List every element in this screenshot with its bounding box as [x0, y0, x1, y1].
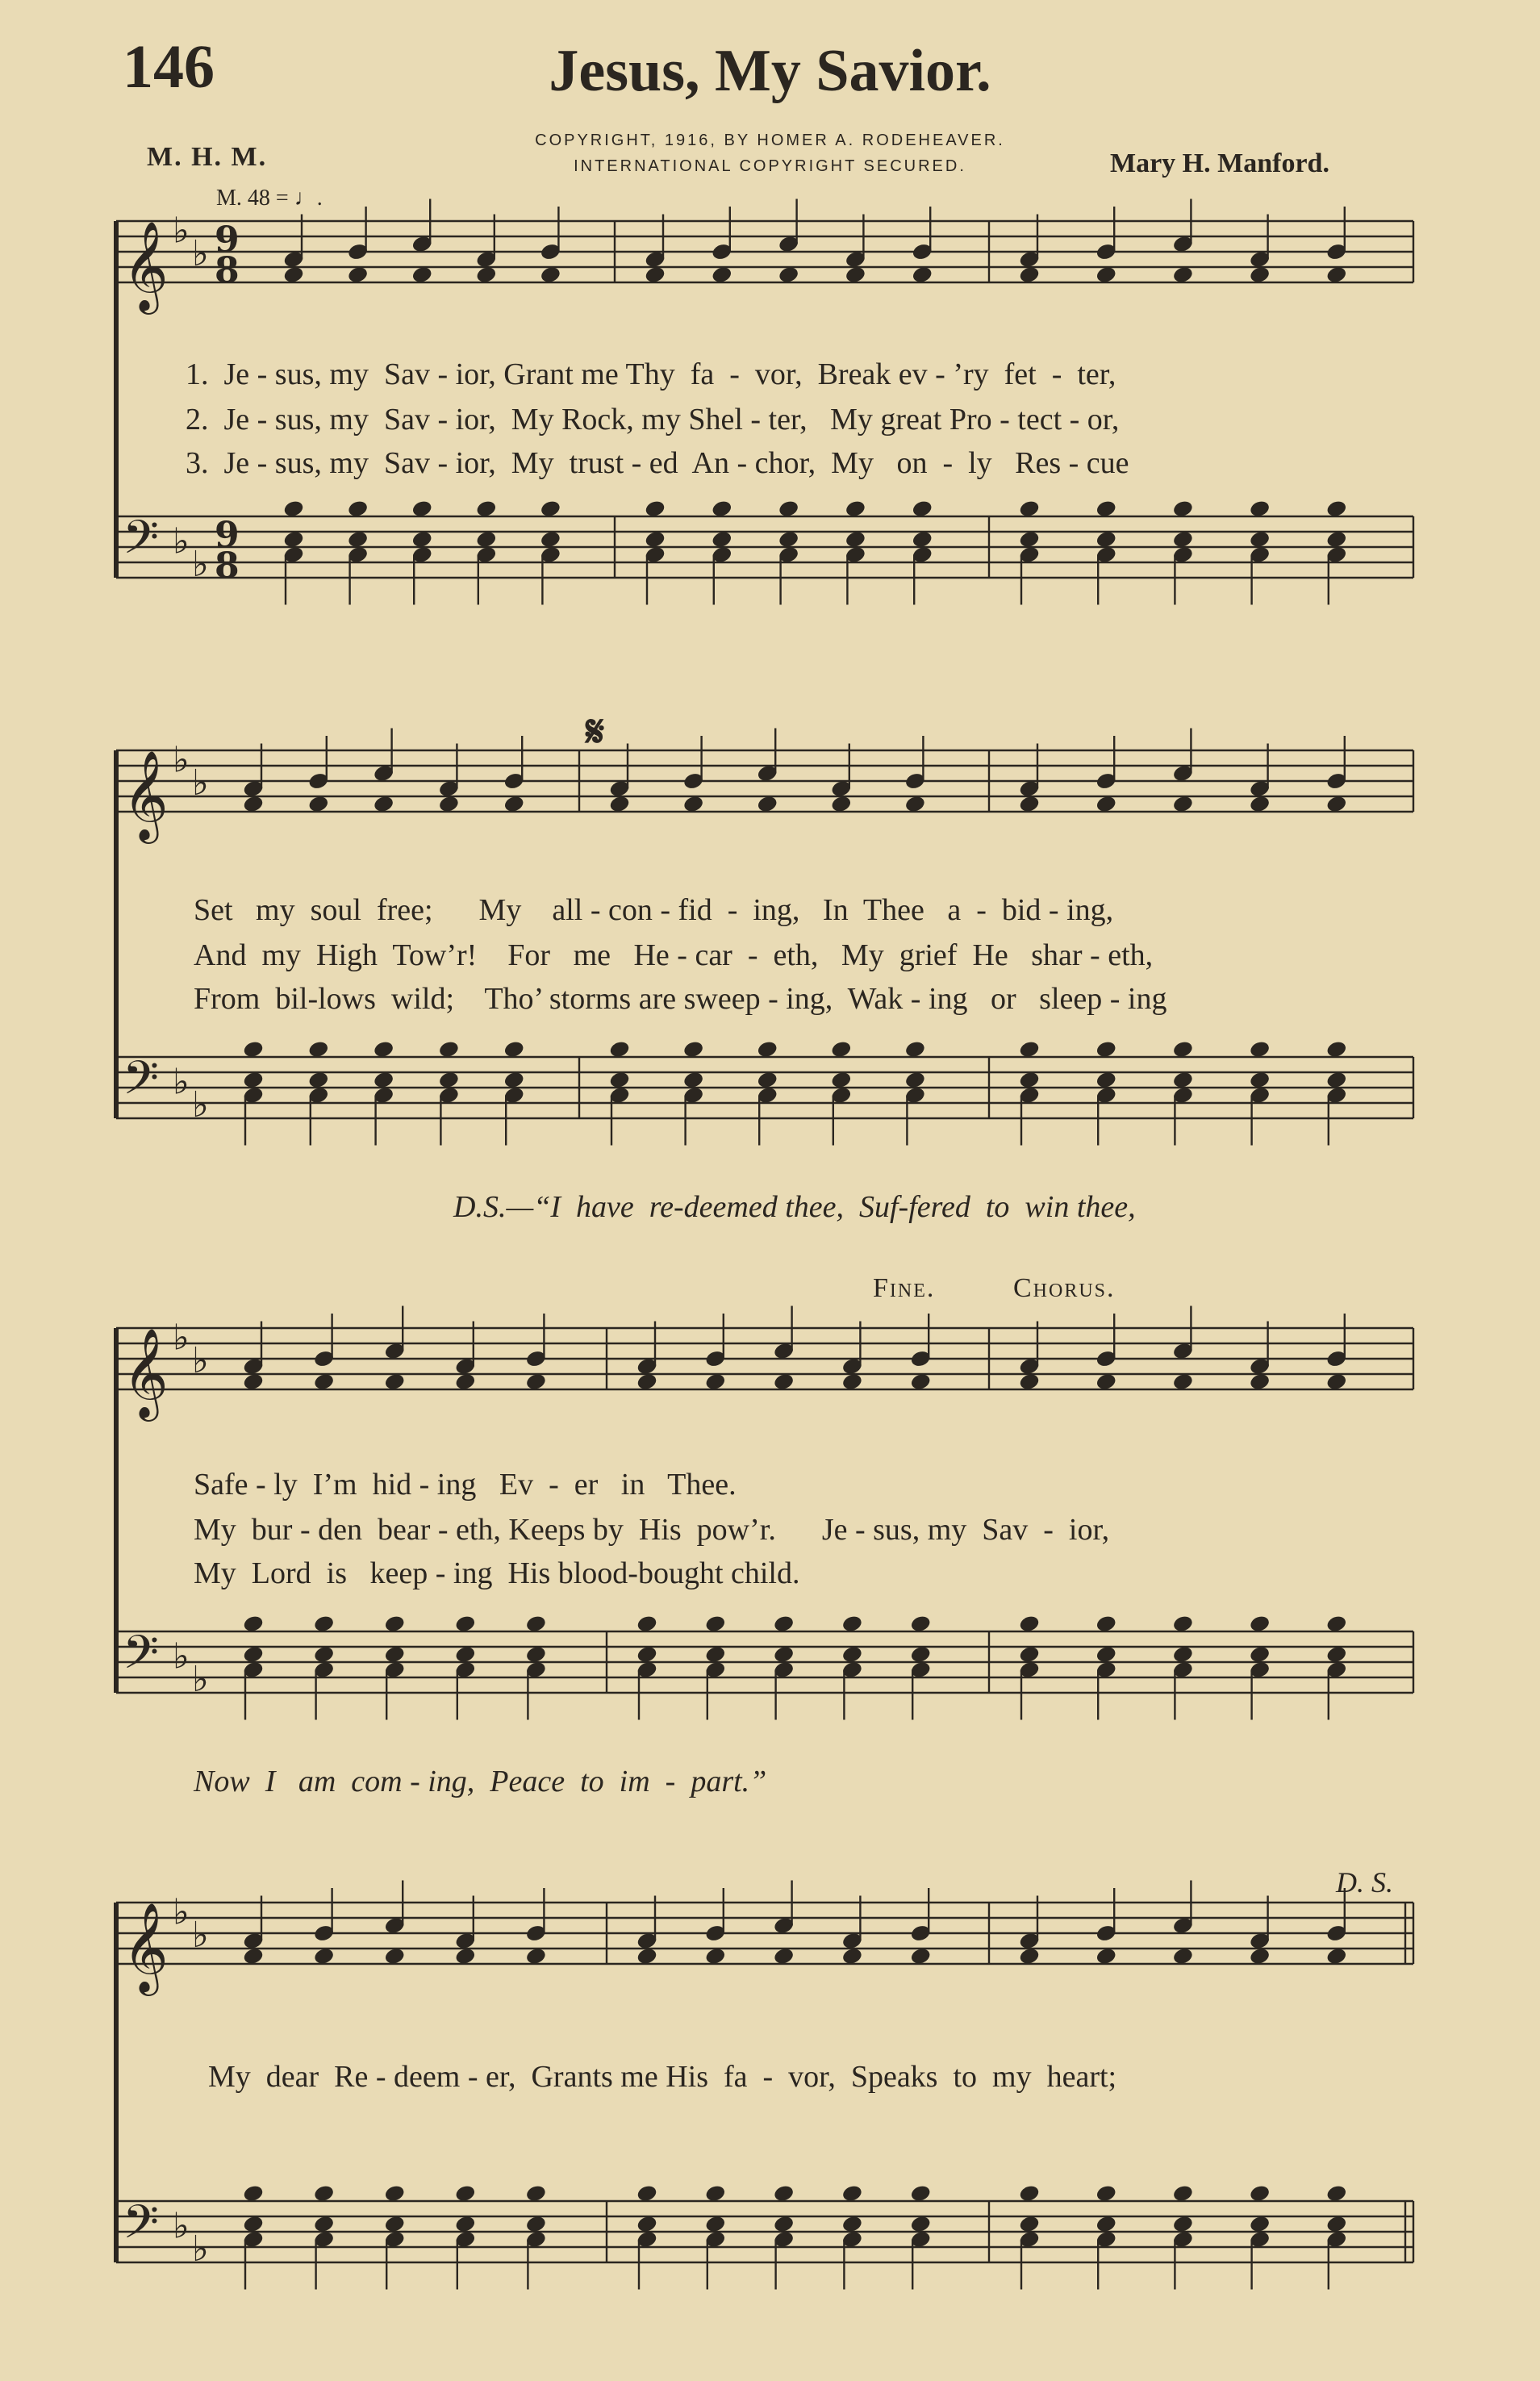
- notehead: [910, 2184, 931, 2203]
- notehead: [411, 499, 432, 518]
- notehead: [476, 499, 497, 518]
- notehead: [1096, 1071, 1116, 1089]
- notehead: [503, 795, 524, 813]
- notehead: [1326, 1947, 1347, 1965]
- notehead: [831, 795, 852, 813]
- notehead: [904, 795, 925, 813]
- notehead: [1096, 2215, 1116, 2233]
- notehead: [476, 530, 497, 549]
- notehead: [1326, 2184, 1347, 2203]
- notehead: [1019, 2215, 1040, 2233]
- verse-1-line-c: Safe - ly I’m hid - ing Ev - er in Thee.: [194, 1468, 737, 1502]
- notehead: [476, 265, 497, 284]
- notehead: [636, 1372, 657, 1391]
- notehead: [683, 1040, 704, 1059]
- notehead: [1019, 1947, 1040, 1965]
- notehead: [757, 795, 778, 813]
- notehead: [314, 1372, 335, 1391]
- notehead: [348, 530, 369, 549]
- notehead: [910, 1645, 931, 1664]
- notehead: [636, 2215, 657, 2233]
- notehead: [308, 795, 329, 813]
- notehead: [1172, 1372, 1193, 1391]
- notehead: [243, 1614, 264, 1633]
- bass-clef-icon: 𝄢: [123, 2195, 160, 2261]
- notehead: [757, 1040, 778, 1059]
- notehead: [411, 530, 432, 549]
- verse-2-line-a: 2. Je - sus, my Sav - ior, My Rock, my Shel - ter, My great Pro - tect - or,: [186, 403, 1120, 437]
- notehead: [831, 1071, 852, 1089]
- notehead: [1250, 2184, 1271, 2203]
- notehead: [503, 1040, 524, 1059]
- notehead: [308, 1071, 329, 1089]
- notehead: [910, 1614, 931, 1633]
- notehead: [904, 1040, 925, 1059]
- notehead: [1326, 1071, 1347, 1089]
- notehead: [841, 1372, 862, 1391]
- notehead: [1172, 265, 1193, 284]
- notehead: [636, 2184, 657, 2203]
- notehead: [845, 265, 866, 284]
- notehead: [243, 795, 264, 813]
- notehead: [841, 2215, 862, 2233]
- notehead: [910, 2215, 931, 2233]
- notehead: [609, 1071, 630, 1089]
- notehead: [1172, 1614, 1193, 1633]
- notehead: [438, 795, 459, 813]
- notehead: [845, 530, 866, 549]
- notehead: [1019, 530, 1040, 549]
- notehead: [1172, 1645, 1193, 1664]
- notehead: [1326, 795, 1347, 813]
- notehead: [283, 265, 304, 284]
- notehead: [774, 1645, 795, 1664]
- notehead: [831, 1040, 852, 1059]
- notehead: [774, 2215, 795, 2233]
- notehead: [384, 2184, 405, 2203]
- notehead: [683, 795, 704, 813]
- notehead: [778, 265, 799, 284]
- verse-2-line-c: My bur - den bear - eth, Keeps by His pow’r. Je - sus, my Sav - ior,: [194, 1513, 1110, 1547]
- notehead: [1172, 795, 1193, 813]
- notehead: [1250, 1614, 1271, 1633]
- fine-marking: Fine.: [873, 1273, 936, 1303]
- notehead: [503, 1071, 524, 1089]
- notehead: [1172, 1947, 1193, 1965]
- notehead: [374, 1071, 394, 1089]
- chorus-lyric: My dear Re - deem - er, Grants me His fa - vor, Speaks to my heart;: [208, 2060, 1117, 2094]
- page-number: 146: [123, 33, 215, 101]
- notehead: [384, 1614, 405, 1633]
- verse-2-line-b: And my High Tow’r! For me He - car - eth, My grief He shar - eth,: [194, 938, 1154, 972]
- notehead: [705, 1372, 726, 1391]
- notehead: [1250, 265, 1271, 284]
- notehead: [1019, 1645, 1040, 1664]
- notehead: [1096, 795, 1116, 813]
- notehead: [609, 1040, 630, 1059]
- treble-clef-icon: 𝄞: [123, 1327, 169, 1418]
- notehead: [645, 530, 666, 549]
- notehead: [314, 2215, 335, 2233]
- verse-3-line-c: My Lord is keep - ing His blood-bought child.: [194, 1556, 800, 1590]
- notehead: [1019, 499, 1040, 518]
- notehead: [243, 1645, 264, 1664]
- dal-segno-text-a: D.S.—“I have re-deemed thee, Suf-fered to win thee,: [453, 1190, 1136, 1224]
- notehead: [525, 1645, 546, 1664]
- notehead: [374, 795, 394, 813]
- treble-clef-icon: 𝄞: [123, 750, 169, 840]
- flat-icon: ♭: [192, 762, 209, 804]
- notehead: [912, 530, 933, 549]
- notehead: [705, 1645, 726, 1664]
- notehead: [1096, 1614, 1116, 1633]
- notehead: [348, 265, 369, 284]
- notehead: [1250, 1071, 1271, 1089]
- verse-1-line-b: Set my soul free; My all - con - fid - ing, In Thee a - bid - ing,: [194, 893, 1114, 927]
- flat-icon: ♭: [192, 1084, 209, 1126]
- notehead: [283, 530, 304, 549]
- notehead: [757, 1071, 778, 1089]
- verse-3-line-a: 3. Je - sus, my Sav - ior, My trust - ed An - chor, My on - ly Res - cue: [186, 446, 1129, 480]
- notehead: [384, 2215, 405, 2233]
- notehead: [1172, 499, 1193, 518]
- flat-icon: ♭: [173, 210, 190, 252]
- hymn-title: Jesus, My Savior.: [549, 38, 991, 104]
- notehead: [283, 499, 304, 518]
- notehead: [384, 1947, 405, 1965]
- notehead: [778, 499, 799, 518]
- flat-icon: ♭: [173, 1635, 190, 1677]
- notehead: [374, 1040, 394, 1059]
- notehead: [525, 1947, 546, 1965]
- notehead: [1326, 1372, 1347, 1391]
- notehead: [1250, 2215, 1271, 2233]
- notehead: [1172, 530, 1193, 549]
- notehead: [1096, 2184, 1116, 2203]
- notehead: [712, 530, 732, 549]
- notehead: [1326, 1040, 1347, 1059]
- notehead: [525, 1372, 546, 1391]
- notehead: [1326, 265, 1347, 284]
- notehead: [308, 1040, 329, 1059]
- notehead: [1019, 1040, 1040, 1059]
- notehead: [1250, 1040, 1271, 1059]
- flat-icon: ♭: [192, 544, 209, 586]
- notehead: [1326, 2215, 1347, 2233]
- notehead: [1019, 1614, 1040, 1633]
- flat-icon: ♭: [192, 1915, 209, 1957]
- flat-icon: ♭: [173, 1317, 190, 1359]
- notehead: [774, 2184, 795, 2203]
- flat-icon: ♭: [173, 520, 190, 562]
- notehead: [243, 1071, 264, 1089]
- notehead: [1250, 499, 1271, 518]
- notehead: [904, 1071, 925, 1089]
- notehead: [455, 1614, 476, 1633]
- notehead: [636, 1645, 657, 1664]
- notehead: [1096, 1947, 1116, 1965]
- notehead: [1172, 1071, 1193, 1089]
- notehead: [243, 1947, 264, 1965]
- flat-icon: ♭: [173, 2205, 190, 2247]
- notehead: [636, 1947, 657, 1965]
- notehead: [1096, 530, 1116, 549]
- notehead: [645, 265, 666, 284]
- notehead: [841, 1947, 862, 1965]
- verse-3-line-b: From bil-lows wild; Tho’ storms are sweep - ing, Wak - ing or sleep - ing: [194, 982, 1167, 1016]
- notehead: [455, 2184, 476, 2203]
- notehead: [1326, 530, 1347, 549]
- notehead: [243, 2215, 264, 2233]
- notehead: [1250, 1947, 1271, 1965]
- notehead: [243, 1040, 264, 1059]
- notehead: [1019, 1372, 1040, 1391]
- notehead: [314, 1645, 335, 1664]
- notehead: [774, 1614, 795, 1633]
- notehead: [774, 1947, 795, 1965]
- composer-credit: M. H. M.: [147, 142, 268, 172]
- notehead: [1096, 1645, 1116, 1664]
- notehead: [705, 2215, 726, 2233]
- notehead: [438, 1071, 459, 1089]
- notehead: [455, 1645, 476, 1664]
- notehead: [540, 499, 561, 518]
- notehead: [845, 499, 866, 518]
- time-signature-bottom: 8: [215, 545, 240, 587]
- bass-clef-icon: 𝄢: [123, 1051, 160, 1117]
- notehead: [314, 1614, 335, 1633]
- notehead: [455, 2215, 476, 2233]
- notehead: [841, 1645, 862, 1664]
- chorus-marking: Chorus.: [1013, 1273, 1116, 1303]
- notehead: [525, 2215, 546, 2233]
- notehead: [705, 1947, 726, 1965]
- notehead: [438, 1040, 459, 1059]
- notehead: [1326, 1614, 1347, 1633]
- notehead: [1019, 265, 1040, 284]
- notehead: [1172, 2215, 1193, 2233]
- notehead: [540, 530, 561, 549]
- notehead: [841, 1614, 862, 1633]
- notehead: [525, 1614, 546, 1633]
- notehead: [636, 1614, 657, 1633]
- notehead: [1326, 1645, 1347, 1664]
- notehead: [384, 1645, 405, 1664]
- notehead: [1250, 1372, 1271, 1391]
- notehead: [1019, 795, 1040, 813]
- notehead: [778, 530, 799, 549]
- flat-icon: ♭: [192, 2229, 209, 2270]
- notehead: [912, 265, 933, 284]
- notehead: [314, 1947, 335, 1965]
- time-signature-top: 9: [215, 219, 240, 261]
- notehead: [705, 2184, 726, 2203]
- notehead: [314, 2184, 335, 2203]
- notehead: [1250, 795, 1271, 813]
- flat-icon: ♭: [173, 1061, 190, 1103]
- notehead: [384, 1372, 405, 1391]
- notehead: [243, 1372, 264, 1391]
- notehead: [1019, 2184, 1040, 2203]
- segno-sign: 𝄋: [586, 708, 605, 756]
- notehead: [774, 1372, 795, 1391]
- treble-clef-icon: 𝄞: [123, 220, 169, 311]
- time-signature-bottom: 8: [215, 250, 240, 291]
- bass-clef-icon: 𝄢: [123, 510, 160, 576]
- flat-icon: ♭: [173, 1891, 190, 1933]
- notehead: [348, 499, 369, 518]
- notehead: [1250, 530, 1271, 549]
- notehead: [411, 265, 432, 284]
- flat-icon: ♭: [173, 739, 190, 781]
- author-credit: Mary H. Manford.: [1110, 148, 1329, 178]
- notehead: [712, 265, 732, 284]
- bass-clef-icon: 𝄢: [123, 1625, 160, 1691]
- ds-mark: D. S.: [1336, 1866, 1393, 1899]
- verse-1-line-a: 1. Je - sus, my Sav - ior, Grant me Thy fa - vor, Break ev - ’ry fet - ter,: [186, 357, 1116, 391]
- notehead: [1250, 1645, 1271, 1664]
- notehead: [705, 1614, 726, 1633]
- dal-segno-text-b: Now I am com - ing, Peace to im - part.”: [194, 1765, 767, 1798]
- notehead: [1019, 1071, 1040, 1089]
- notehead: [912, 499, 933, 518]
- notehead: [1096, 1040, 1116, 1059]
- notehead: [525, 2184, 546, 2203]
- notehead: [455, 1947, 476, 1965]
- notehead: [841, 2184, 862, 2203]
- notehead: [243, 2184, 264, 2203]
- notehead: [1326, 499, 1347, 518]
- flat-icon: ♭: [192, 233, 209, 275]
- notehead: [1096, 499, 1116, 518]
- notehead: [540, 265, 561, 284]
- time-signature-top: 9: [215, 515, 240, 556]
- copyright-line-1: COPYRIGHT, 1916, BY HOMER A. RODEHEAVER.: [535, 132, 1005, 149]
- notehead: [609, 795, 630, 813]
- notehead: [910, 1947, 931, 1965]
- flat-icon: ♭: [192, 1659, 209, 1701]
- notehead: [645, 499, 666, 518]
- copyright-line-2: INTERNATIONAL COPYRIGHT SECURED.: [574, 157, 966, 175]
- notehead: [1172, 2184, 1193, 2203]
- notehead: [1096, 1372, 1116, 1391]
- notehead: [455, 1372, 476, 1391]
- notehead: [910, 1372, 931, 1391]
- flat-icon: ♭: [192, 1340, 209, 1382]
- notehead: [1096, 265, 1116, 284]
- tempo-marking: M. 48 = ♩.: [216, 186, 323, 211]
- notehead: [683, 1071, 704, 1089]
- notehead: [1172, 1040, 1193, 1059]
- treble-clef-icon: 𝄞: [123, 1902, 169, 1992]
- notehead: [712, 499, 732, 518]
